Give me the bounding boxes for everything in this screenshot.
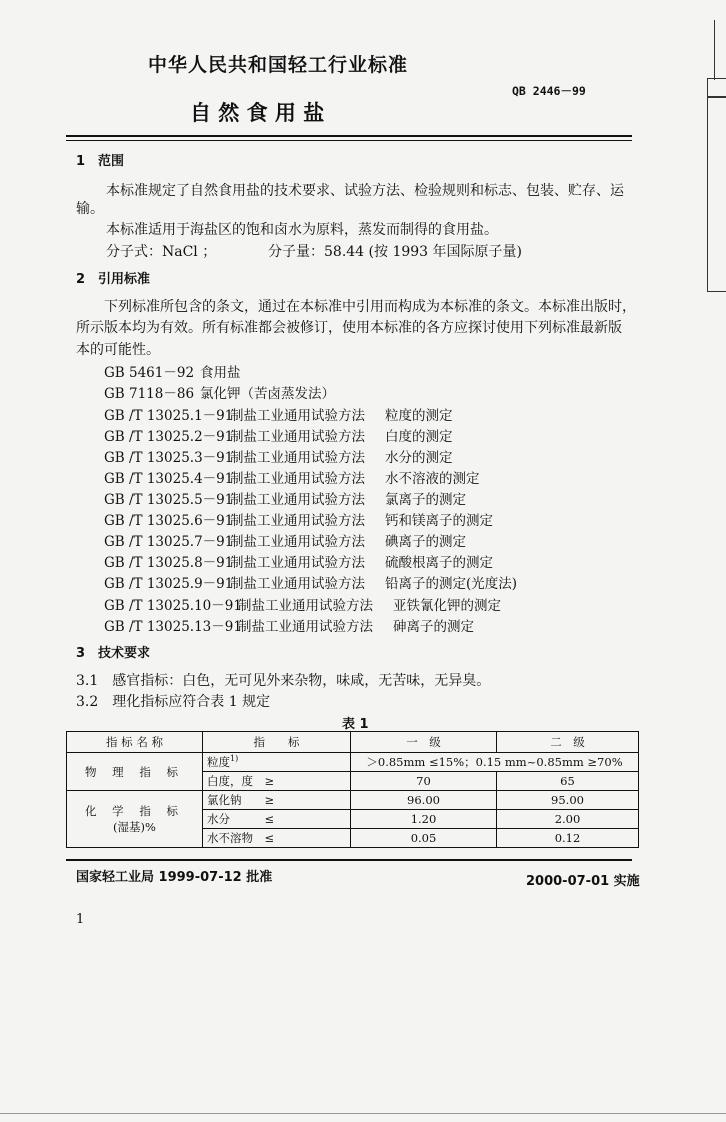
header-rule-thin	[66, 140, 632, 141]
binding-mark-top	[707, 78, 726, 98]
row-value-particle: ＞0.85mm ≤15%；0.15 mm~0.85mm ≥70%	[351, 753, 639, 772]
reference-item: GB /T 13025.7－91制盐工业通用试验方法 碘离子的测定	[104, 534, 466, 550]
row-water-grade-1: 1.20	[351, 810, 497, 829]
section-1-paragraph-2: 本标准适用于海盐区的饱和卤水为原料，蒸发而制得的食用盐。	[106, 222, 498, 238]
row-label-water: 水分 ≤	[203, 810, 351, 829]
row-insoluble-grade-2: 0.12	[497, 829, 639, 848]
reference-item: GB /T 13025.2－91制盐工业通用试验方法 白度的测定	[104, 429, 453, 445]
reference-item: GB /T 13025.3－91制盐工业通用试验方法 水分的测定	[104, 450, 453, 466]
row-whiteness-grade-2: 65	[497, 772, 639, 791]
page-number: 1	[76, 912, 85, 927]
row-label-particle: 粒度$^{1)}$	[203, 753, 351, 772]
header-grade-1: 一 级	[351, 732, 497, 753]
table-row	[67, 791, 639, 810]
section-2-heading: 2 引用标准	[76, 272, 151, 287]
section-3-heading: 3 技术要求	[76, 646, 151, 661]
standard-code: QB 2446－99	[512, 84, 586, 98]
section-1-paragraph-1: 本标准规定了自然食用盐的技术要求、试验方法、检验规则和标志、包装、贮存、运	[106, 183, 624, 199]
binding-mark-bottom	[707, 96, 726, 292]
row-label-whiteness: 白度，度 ≥	[203, 772, 351, 791]
spec-table	[66, 731, 639, 848]
reference-item: GB /T 13025.6－91制盐工业通用试验方法 钙和镁离子的测定	[104, 513, 493, 529]
reference-item: GB /T 13025.1－91制盐工业通用试验方法 粒度的测定	[104, 408, 453, 424]
binding-line	[714, 20, 715, 80]
approval-statement: 国家轻工业局 1999-07-12 批准	[76, 870, 273, 885]
row-water-grade-2: 2.00	[497, 810, 639, 829]
table-caption: 表 1	[342, 717, 369, 732]
group-physical: 物 理 指 标	[67, 753, 203, 791]
footer-rule	[66, 859, 632, 861]
section-3-1-text: 3.1 感官指标：白色，无可见外来杂物，味咸，无苦味，无异臭。	[76, 673, 491, 689]
header-indicator: 指 标	[203, 732, 351, 753]
row-whiteness-grade-1: 70	[351, 772, 497, 791]
row-nacl-grade-1: 96.00	[351, 791, 497, 810]
row-label-nacl: 氯化钠 ≥	[203, 791, 351, 810]
reference-item: GB /T 13025.13－91制盐工业通用试验方法 砷离子的测定	[104, 619, 474, 635]
standard-org-title: 中华人民共和国轻工行业标准	[148, 54, 409, 76]
reference-item: GB /T 13025.5－91制盐工业通用试验方法 氯离子的测定	[104, 492, 466, 508]
document-title: 自 然 食 用 盐	[190, 101, 325, 125]
reference-item: GB /T 13025.9－91制盐工业通用试验方法 铅离子的测定(光度法)	[104, 576, 518, 592]
header-rule-thick	[66, 135, 632, 137]
header-indicator-name: 指 标 名 称	[67, 732, 203, 753]
section-2-paragraph-line-3: 本的可能性。	[76, 342, 160, 358]
reference-item: GB /T 13025.8－91制盐工业通用试验方法 硫酸根离子的测定	[104, 555, 493, 571]
section-2-paragraph-line-2: 所示版本均为有效。所有标准都会被修订，使用本标准的各方应探讨使用下列标准最新版	[76, 320, 622, 336]
section-2-paragraph-line-1: 下列标准所包含的条文，通过在本标准中引用而构成为本标准的条文。本标准出版时，	[104, 299, 636, 315]
table-header-row	[67, 732, 639, 753]
molecular-mass: 分子量：58.44 (按 1993 年国际原子量)	[268, 244, 522, 260]
reference-item: GB /T 13025.10－91制盐工业通用试验方法 亚铁氰化钾的测定	[104, 598, 501, 614]
table-row	[67, 753, 639, 772]
group-chemical: 化 学 指 标 (湿基)%	[67, 791, 203, 848]
molecular-formula: 分子式：NaCl ；	[106, 244, 217, 260]
row-nacl-grade-2: 95.00	[497, 791, 639, 810]
section-3-2-text: 3.2 理化指标应符合表 1 规定	[76, 694, 271, 710]
scan-edge-line	[0, 1113, 726, 1114]
header-grade-2: 二 级	[497, 732, 639, 753]
section-1-paragraph-1-cont: 输。	[76, 201, 104, 217]
row-insoluble-grade-1: 0.05	[351, 829, 497, 848]
section-1-heading: 1 范围	[76, 154, 125, 169]
reference-item: GB 7118－86 氯化钾（苦卤蒸发法）	[104, 386, 335, 402]
reference-item: GB 5461－92 食用盐	[104, 365, 241, 381]
reference-item: GB /T 13025.4－91制盐工业通用试验方法 水不溶液的测定	[104, 471, 480, 487]
row-label-insoluble: 水不溶物 ≤	[203, 829, 351, 848]
effective-date: 2000-07-01 实施	[526, 874, 640, 889]
